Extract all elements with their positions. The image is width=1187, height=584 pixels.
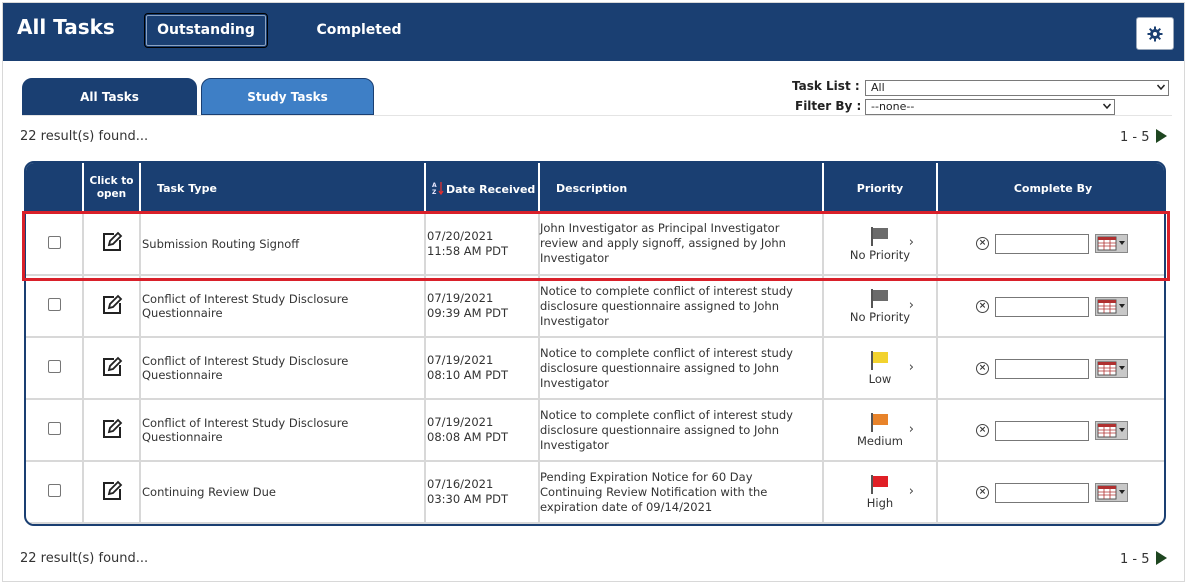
settings-button[interactable] (1136, 17, 1174, 50)
header-priority[interactable]: Priority (823, 163, 937, 213)
description-cell: Notice to complete conflict of interest study disclosure questionnaire assigned to John Investigator (539, 337, 823, 399)
task-list-value: All (871, 81, 885, 94)
time-value: 09:39 AM PDT (427, 306, 509, 320)
open-task-cell (83, 461, 140, 523)
priority-cell[interactable] (823, 275, 937, 337)
row-select-cell (26, 461, 83, 523)
open-task-cell (83, 275, 140, 337)
priority-flag-icon (870, 412, 890, 432)
table-row[interactable] (26, 461, 1166, 523)
row-select-cell (26, 337, 83, 399)
complete-by-date-input[interactable] (995, 359, 1089, 379)
calendar-icon (1096, 360, 1127, 377)
priority-cell[interactable] (823, 337, 937, 399)
row-checkbox[interactable] (48, 422, 61, 435)
time-value: 11:58 AM PDT (427, 243, 509, 258)
date-value: 07/16/2021 (427, 477, 494, 491)
gear-icon (1147, 26, 1163, 42)
row-checkbox[interactable] (48, 236, 61, 249)
subtab-divider (22, 115, 1172, 116)
svg-text:A: A (432, 181, 437, 189)
priority-flag-icon (870, 226, 890, 246)
task-list-label: Task List : (792, 79, 860, 93)
row-checkbox[interactable] (48, 360, 61, 373)
time-value: 03:30 AM PDT (427, 492, 509, 506)
complete-by-cell (937, 337, 1166, 399)
priority-flag-icon (870, 474, 890, 494)
date-value: 07/19/2021 (427, 291, 494, 305)
description-cell: Notice to complete conflict of interest study disclosure questionnaire assigned to John Investigator (539, 399, 823, 461)
table-row[interactable] (26, 275, 1166, 337)
sort-descending-icon (432, 181, 444, 195)
priority-flag-icon (870, 350, 890, 370)
edit-icon[interactable] (101, 356, 123, 378)
date-received-cell (425, 275, 539, 337)
pager-range: 1 - 5 (1120, 552, 1150, 567)
filter-by-value: --none-- (871, 100, 915, 113)
header-date-received-label: Date Received (446, 182, 536, 196)
page-title: All Tasks (17, 15, 115, 39)
task-type-cell: Conflict of Interest Study Disclosure Questionnaire (140, 399, 425, 461)
table-row[interactable] (26, 399, 1166, 461)
row-select-cell (26, 213, 83, 275)
clear-icon[interactable]: × (976, 486, 989, 499)
chevron-right-icon[interactable]: › (908, 298, 914, 313)
header-description: Description (539, 163, 823, 213)
edit-icon[interactable] (101, 480, 123, 502)
date-received-cell (425, 461, 539, 523)
task-type-cell: Continuing Review Due (140, 461, 425, 523)
complete-by-cell (937, 399, 1166, 461)
priority-label: Low (868, 372, 892, 386)
clear-icon[interactable]: × (976, 424, 989, 437)
date-received-cell (425, 337, 539, 399)
subtab-all-tasks[interactable]: All Tasks (22, 78, 197, 115)
task-type-cell: Conflict of Interest Study Disclosure Questionnaire (140, 275, 425, 337)
calendar-icon (1096, 484, 1127, 501)
edit-icon[interactable] (101, 231, 123, 253)
task-type-cell: Conflict of Interest Study Disclosure Questionnaire (140, 337, 425, 399)
date-received-cell (425, 399, 539, 461)
page-frame (2, 2, 1185, 582)
pager-top[interactable] (1120, 129, 1167, 145)
svg-text:Z: Z (432, 188, 437, 195)
header-select (26, 163, 83, 213)
priority-cell[interactable] (823, 213, 937, 275)
task-type-cell: Submission Routing Signoff (140, 213, 425, 275)
edit-icon[interactable] (101, 294, 123, 316)
clear-icon[interactable]: × (976, 237, 989, 250)
next-page-icon[interactable] (1156, 551, 1167, 565)
complete-by-date-input[interactable] (995, 234, 1089, 254)
complete-by-cell (937, 461, 1166, 523)
complete-by-cell (937, 213, 1166, 275)
results-count-top: 22 result(s) found... (20, 129, 149, 144)
clear-icon[interactable]: × (976, 362, 989, 375)
complete-by-cell (937, 275, 1166, 337)
tab-outstanding[interactable]: Outstanding (144, 13, 268, 48)
open-task-cell (83, 399, 140, 461)
priority-cell[interactable] (823, 461, 937, 523)
filter-by-label: Filter By : (795, 99, 862, 113)
priority-label: Medium (857, 434, 903, 448)
pager-range: 1 - 5 (1120, 130, 1150, 145)
next-page-icon[interactable] (1156, 129, 1167, 143)
calendar-button[interactable] (1095, 359, 1128, 378)
priority-label: High (866, 496, 894, 510)
pager-bottom[interactable] (1120, 551, 1167, 567)
row-select-cell (26, 399, 83, 461)
calendar-icon (1096, 298, 1127, 315)
date-value: 07/19/2021 (427, 353, 494, 367)
tab-completed[interactable]: Completed (316, 22, 402, 38)
complete-by-date-input[interactable] (995, 421, 1089, 441)
calendar-icon (1096, 422, 1127, 439)
header-date-received[interactable] (425, 163, 539, 213)
table-header-row (26, 163, 1166, 213)
chevron-right-icon[interactable]: › (908, 360, 914, 375)
priority-label: No Priority (849, 310, 911, 324)
chevron-right-icon[interactable]: › (908, 484, 914, 499)
priority-label: No Priority (849, 247, 911, 262)
row-select-cell (26, 275, 83, 337)
calendar-button[interactable] (1095, 421, 1128, 440)
edit-icon[interactable] (101, 418, 123, 440)
complete-by-date-input[interactable] (995, 483, 1089, 503)
open-task-cell (83, 213, 140, 275)
header-bar (3, 3, 1184, 61)
date-received-cell (425, 213, 539, 275)
table-row[interactable] (26, 213, 1166, 275)
calendar-icon (1096, 235, 1127, 252)
priority-flag-icon (870, 288, 890, 308)
chevron-down-icon (1103, 102, 1111, 110)
complete-by-date-input[interactable] (995, 297, 1089, 317)
chevron-right-icon[interactable]: › (908, 235, 914, 250)
results-count-bottom: 22 result(s) found... (20, 551, 149, 566)
subtab-study-tasks[interactable]: Study Tasks (201, 78, 374, 115)
row-checkbox[interactable] (48, 484, 61, 497)
chevron-down-icon (1157, 83, 1165, 91)
calendar-button[interactable] (1095, 297, 1128, 316)
calendar-button[interactable] (1095, 234, 1128, 253)
priority-cell[interactable] (823, 399, 937, 461)
header-click-to-open: Click to open (83, 163, 140, 213)
description-cell: Pending Expiration Notice for 60 Day Continuing Review Notification with the expiration date of 09/14/2021 (539, 461, 823, 523)
clear-icon[interactable]: × (976, 300, 989, 313)
table-row[interactable] (26, 337, 1166, 399)
chevron-right-icon[interactable]: › (908, 422, 914, 437)
description-cell: Notice to complete conflict of interest study disclosure questionnaire assigned to John Investigator (539, 275, 823, 337)
date-value: 07/20/2021 (427, 228, 494, 243)
open-task-cell (83, 337, 140, 399)
header-complete-by: Complete By (937, 163, 1166, 213)
time-value: 08:10 AM PDT (427, 368, 509, 382)
header-task-type[interactable]: Task Type (140, 163, 425, 213)
date-value: 07/19/2021 (427, 415, 494, 429)
calendar-button[interactable] (1095, 483, 1128, 502)
time-value: 08:08 AM PDT (427, 430, 509, 444)
filter-by-select[interactable] (865, 99, 1115, 115)
row-checkbox[interactable] (48, 298, 61, 311)
task-list-select[interactable] (865, 80, 1169, 96)
tasks-table (24, 161, 1166, 526)
description-cell: John Investigator as Principal Investigator review and apply signoff, assigned by John Investigator (539, 213, 823, 275)
